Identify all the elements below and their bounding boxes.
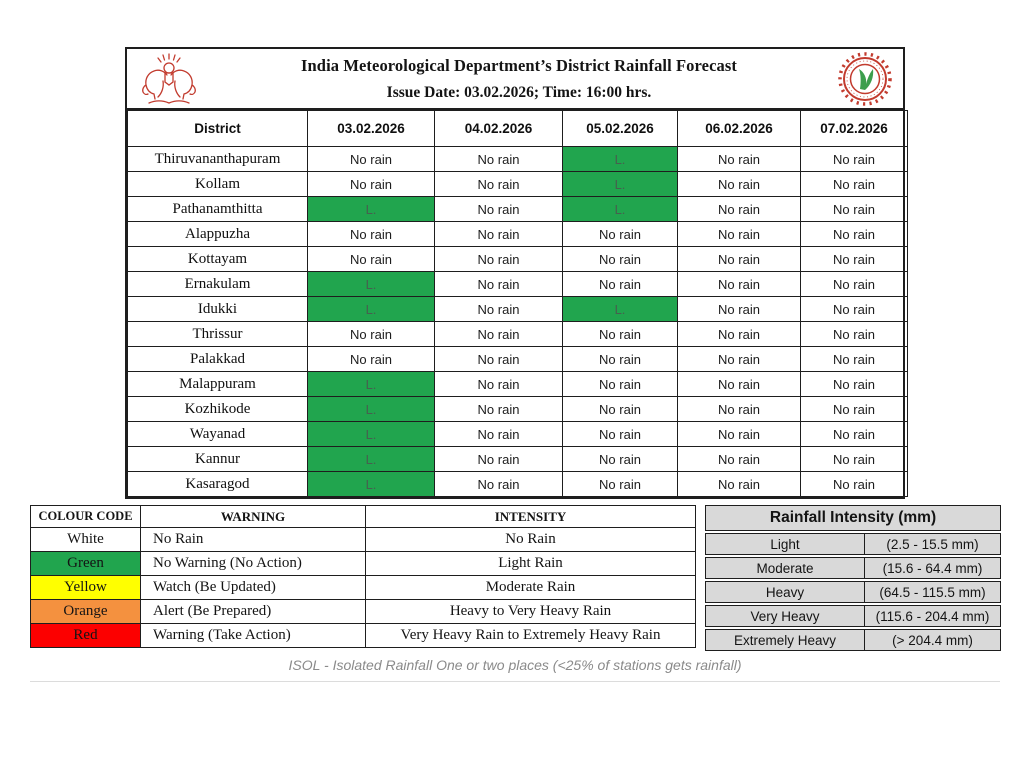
forecast-cell: L. [563,297,678,322]
forecast-cell: L. [308,422,435,447]
forecast-cell: No rain [308,347,435,372]
forecast-cell: No rain [678,472,801,497]
intensity-desc-cell: Light Rain [366,552,696,576]
forecast-row [128,222,908,247]
rainfall-intensity-table [705,503,1001,653]
column-header-district: District [128,111,308,147]
forecast-table-body [128,147,908,497]
forecast-cell: No rain [563,322,678,347]
forecast-row [128,147,908,172]
warning-cell: Alert (Be Prepared) [141,600,366,624]
intensity-range-cell: (15.6 - 64.4 mm) [865,557,1001,579]
kerala-emblem-logo [137,51,201,107]
legend-column-header: COLOUR CODE [31,506,141,528]
forecast-cell: No rain [435,172,563,197]
forecast-cell: No rain [308,222,435,247]
legend-column-header: WARNING [141,506,366,528]
intensity-row [705,557,1001,579]
forecast-cell: No rain [678,372,801,397]
legend-row [31,528,696,552]
forecast-cell: No rain [435,347,563,372]
district-name: Idukki [128,297,308,322]
district-name: Malappuram [128,372,308,397]
kerala-emblem-icon [137,51,201,107]
forecast-cell: No rain [435,272,563,297]
legend-row [31,576,696,600]
forecast-cell: L. [308,272,435,297]
forecast-cell: No rain [678,422,801,447]
forecast-cell: No rain [678,222,801,247]
forecast-cell: L. [308,197,435,222]
forecast-cell: No rain [678,172,801,197]
forecast-cell: No rain [563,347,678,372]
colour-code-cell: Green [31,552,141,576]
intensity-label-cell: Very Heavy [705,605,865,627]
forecast-cell: L. [308,472,435,497]
intensity-label-cell: Moderate [705,557,865,579]
colour-code-cell: Orange [31,600,141,624]
forecast-table [127,110,908,497]
forecast-cell: L. [308,297,435,322]
district-name: Kozhikode [128,397,308,422]
district-name: Thrissur [128,322,308,347]
forecast-row [128,422,908,447]
colour-code-section [30,505,695,648]
district-name: Kollam [128,172,308,197]
forecast-row [128,397,908,422]
district-name: Thiruvananthapuram [128,147,308,172]
forecast-cell: No rain [563,422,678,447]
imd-logo-icon [837,51,893,107]
colour-code-cell: Red [31,624,141,648]
intensity-desc-cell: Heavy to Very Heavy Rain [366,600,696,624]
column-header-date: 03.02.2026 [308,111,435,147]
forecast-cell: No rain [563,247,678,272]
forecast-cell: No rain [801,272,908,297]
forecast-cell: No rain [801,297,908,322]
forecast-head-row [128,111,908,147]
forecast-cell: No rain [678,447,801,472]
legend-row [31,552,696,576]
warning-cell: Warning (Take Action) [141,624,366,648]
forecast-cell: No rain [308,322,435,347]
forecast-cell: No rain [435,222,563,247]
forecast-row [128,322,908,347]
column-header-date: 05.02.2026 [563,111,678,147]
forecast-titles [201,56,837,102]
forecast-cell: No rain [678,272,801,297]
forecast-cell: No rain [435,472,563,497]
intensity-label-cell: Heavy [705,581,865,603]
forecast-cell: No rain [801,347,908,372]
forecast-cell: No rain [435,247,563,272]
page-title: India Meteorological Department’s District Rainfall Forecast [301,55,737,75]
column-header-date: 06.02.2026 [678,111,801,147]
forecast-cell: No rain [678,247,801,272]
forecast-cell: No rain [435,197,563,222]
forecast-row [128,197,908,222]
forecast-cell: No rain [435,147,563,172]
forecast-cell: No rain [678,297,801,322]
forecast-cell: No rain [678,397,801,422]
warning-cell: No Warning (No Action) [141,552,366,576]
forecast-row [128,472,908,497]
forecast-row [128,247,908,272]
forecast-cell: No rain [801,247,908,272]
intensity-desc-cell: No Rain [366,528,696,552]
forecast-cell: No rain [801,472,908,497]
isol-footnote: ISOL - Isolated Rainfall One or two places (<25% of stations gets rainfall) [30,650,1000,682]
intensity-desc-cell: Very Heavy Rain to Extremely Heavy Rain [366,624,696,648]
forecast-cell: No rain [435,397,563,422]
forecast-section [125,47,905,499]
forecast-row [128,172,908,197]
imd-logo [837,51,893,107]
intensity-table-title: Rainfall Intensity (mm) [705,505,1001,531]
legend-column-header: INTENSITY [366,506,696,528]
forecast-cell: No rain [435,297,563,322]
intensity-range-cell: (2.5 - 15.5 mm) [865,533,1001,555]
forecast-cell: No rain [563,372,678,397]
intensity-label-cell: Extremely Heavy [705,629,865,651]
forecast-cell: L. [563,172,678,197]
forecast-cell: No rain [308,172,435,197]
forecast-cell: No rain [801,222,908,247]
forecast-cell: No rain [678,347,801,372]
forecast-cell: No rain [435,422,563,447]
district-name: Kottayam [128,247,308,272]
colour-code-cell: White [31,528,141,552]
forecast-cell: No rain [435,447,563,472]
intensity-range-cell: (64.5 - 115.5 mm) [865,581,1001,603]
legend-row [31,600,696,624]
forecast-cell: No rain [801,322,908,347]
colour-code-cell: Yellow [31,576,141,600]
forecast-cell: No rain [801,422,908,447]
forecast-cell: No rain [563,222,678,247]
district-name: Kannur [128,447,308,472]
column-header-date: 04.02.2026 [435,111,563,147]
forecast-cell: L. [563,147,678,172]
intensity-row [705,581,1001,603]
forecast-row [128,297,908,322]
forecast-row [128,347,908,372]
forecast-row [128,447,908,472]
forecast-cell: L. [563,197,678,222]
forecast-cell: L. [308,372,435,397]
district-name: Wayanad [128,422,308,447]
intensity-row [705,533,1001,555]
intensity-row [705,629,1001,651]
forecast-cell: No rain [678,197,801,222]
forecast-cell: No rain [801,447,908,472]
district-name: Alappuzha [128,222,308,247]
column-header-date: 07.02.2026 [801,111,908,147]
district-name: Kasaragod [128,472,308,497]
district-name: Ernakulam [128,272,308,297]
forecast-cell: No rain [801,172,908,197]
forecast-cell: No rain [801,147,908,172]
warning-cell: Watch (Be Updated) [141,576,366,600]
forecast-cell: No rain [563,272,678,297]
legend-head-row [31,506,696,528]
intensity-range-cell: (> 204.4 mm) [865,629,1001,651]
forecast-title-bar [127,49,903,110]
intensity-range-cell: (115.6 - 204.4 mm) [865,605,1001,627]
forecast-cell: No rain [801,197,908,222]
forecast-cell: No rain [563,472,678,497]
forecast-cell: No rain [563,397,678,422]
issue-date-line: Issue Date: 03.02.2026; Time: 16:00 hrs. [386,83,652,101]
rainfall-intensity-section [705,503,1001,653]
forecast-cell: L. [308,397,435,422]
colour-code-table [30,505,696,648]
district-name: Pathanamthitta [128,197,308,222]
intensity-desc-cell: Moderate Rain [366,576,696,600]
forecast-cell: No rain [563,447,678,472]
legend-row [31,624,696,648]
forecast-cell: No rain [678,147,801,172]
district-name: Palakkad [128,347,308,372]
forecast-cell: No rain [801,397,908,422]
forecast-cell: No rain [308,247,435,272]
intensity-head-row [705,505,1001,531]
forecast-cell: No rain [308,147,435,172]
intensity-label-cell: Light [705,533,865,555]
intensity-row [705,605,1001,627]
forecast-cell: No rain [435,372,563,397]
forecast-row [128,372,908,397]
forecast-cell: No rain [801,372,908,397]
forecast-cell: L. [308,447,435,472]
warning-cell: No Rain [141,528,366,552]
intensity-table-body [705,533,1001,651]
forecast-cell: No rain [678,322,801,347]
forecast-row [128,272,908,297]
legend-table-body [31,528,696,648]
forecast-cell: No rain [435,322,563,347]
